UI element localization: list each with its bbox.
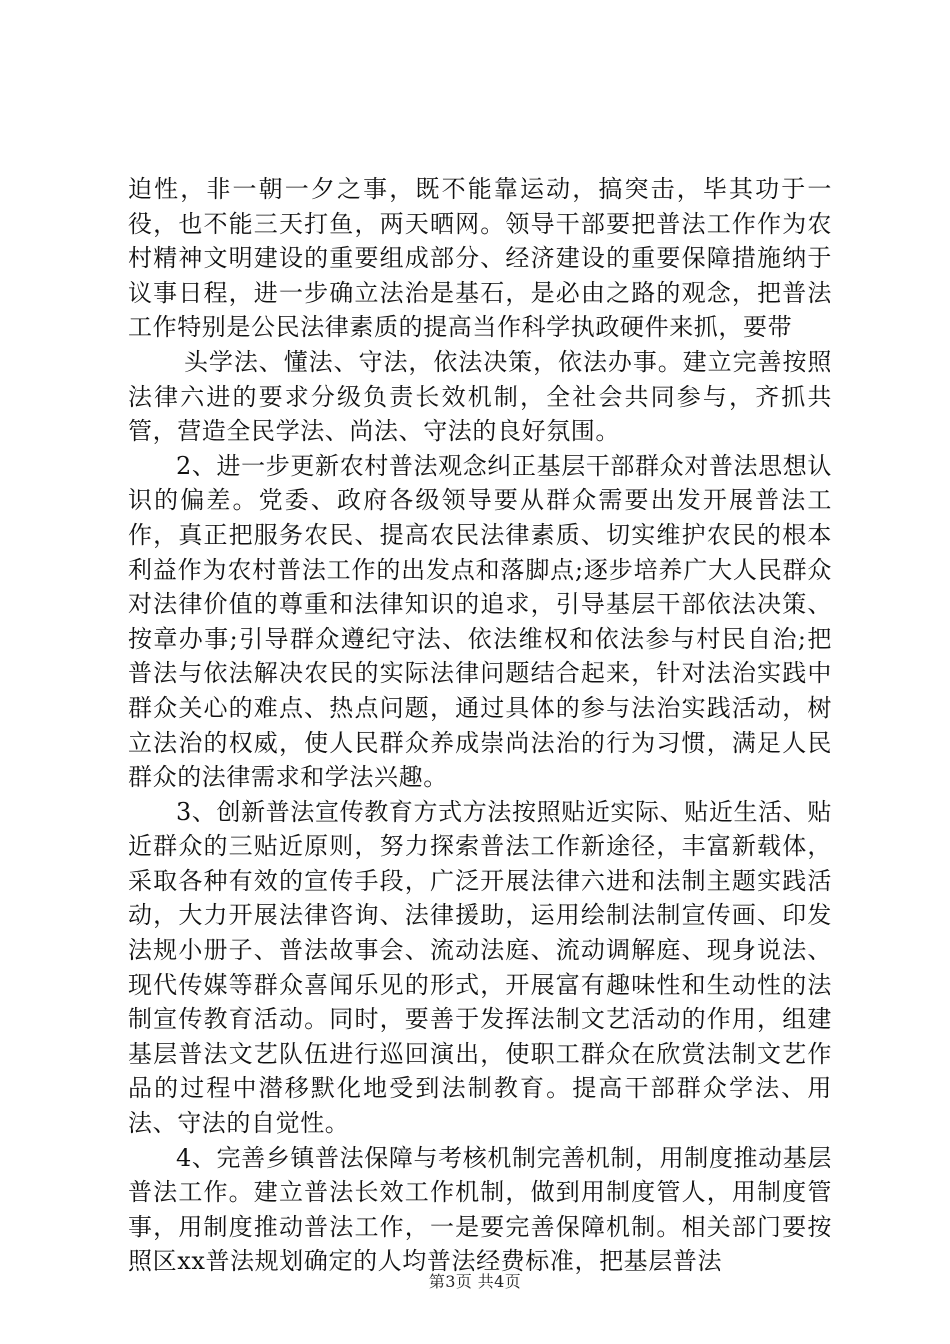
page-number-footer: 第3页 共4页 (428, 1272, 522, 1291)
paragraph-2: 2、进一步更新农村普法观念纠正基层干部群众对普法思想认识的偏差。党委、政府各级领导要从群众需要出发开展普法工作，真正把服务农民、提高农民法律素质、切实维护农民的根本利益作为农村普法工作的出发点和落脚点;逐步培养广大人民群众对法律价值的尊重和法律知识的追求，引导基层干部依法决策、按章办事;引导群众遵纪守法、依法维权和依法参与村民自治;把普法与依法解决农民的实际法律问题结合起来，针对法治实践中群众关心的难点、热点问题，通过具体的参与法治实践活动，树立法治的权威，使人民群众养成崇尚法治的行为习惯，满足人民群众的法律需求和学法兴趣。 (128, 451, 832, 792)
document-body (128, 172, 832, 1279)
paragraph-4: 4、完善乡镇普法保障与考核机制完善机制，用制度推动基层普法工作。建立普法长效工作机制，做到用制度管人，用制度管事，用制度推动普法工作，一是要完善保障机制。相关部门要按照区xx普法规划确定的人均普法经费标准，把基层普法 (128, 1143, 832, 1276)
paragraph-1: 头学法、懂法、守法，依法决策，依法办事。建立完善按照法律六进的要求分级负责长效机制，全社会共同参与，齐抓共管，营造全民学法、尚法、守法的良好氛围。 (128, 347, 832, 446)
paragraph-3: 3、创新普法宣传教育方式方法按照贴近实际、贴近生活、贴近群众的三贴近原则，努力探索普法工作新途径，丰富新载体，采取各种有效的宣传手段，广泛开展法律六进和法制主题实践活动，大力开展法律咨询、法律援助，运用绘制法制宣传画、印发法规小册子、普法故事会、流动法庭、流动调解庭、现身说法、现代传媒等群众喜闻乐见的形式，开展富有趣味性和生动性的法制宣传教育活动。同时，要善于发挥法制文艺活动的作用，组建基层普法文艺队伍进行巡回演出，使职工群众在欣赏法制文艺作品的过程中潜移默化地受到法制教育。提高干部群众学法、用法、守法的自觉性。 (128, 797, 832, 1138)
paragraph-continued: 迫性，非一朝一夕之事，既不能靠运动，搞突击，毕其功于一役，也不能三天打鱼，两天晒网。领导干部要把普法工作作为农村精神文明建设的重要组成部分、经济建设的重要保障措施纳于议事日程，进一步确立法治是基石，是必由之路的观念，把普法工作特别是公民法律素质的提高当作科学执政硬件来抓，要带 (128, 175, 832, 342)
